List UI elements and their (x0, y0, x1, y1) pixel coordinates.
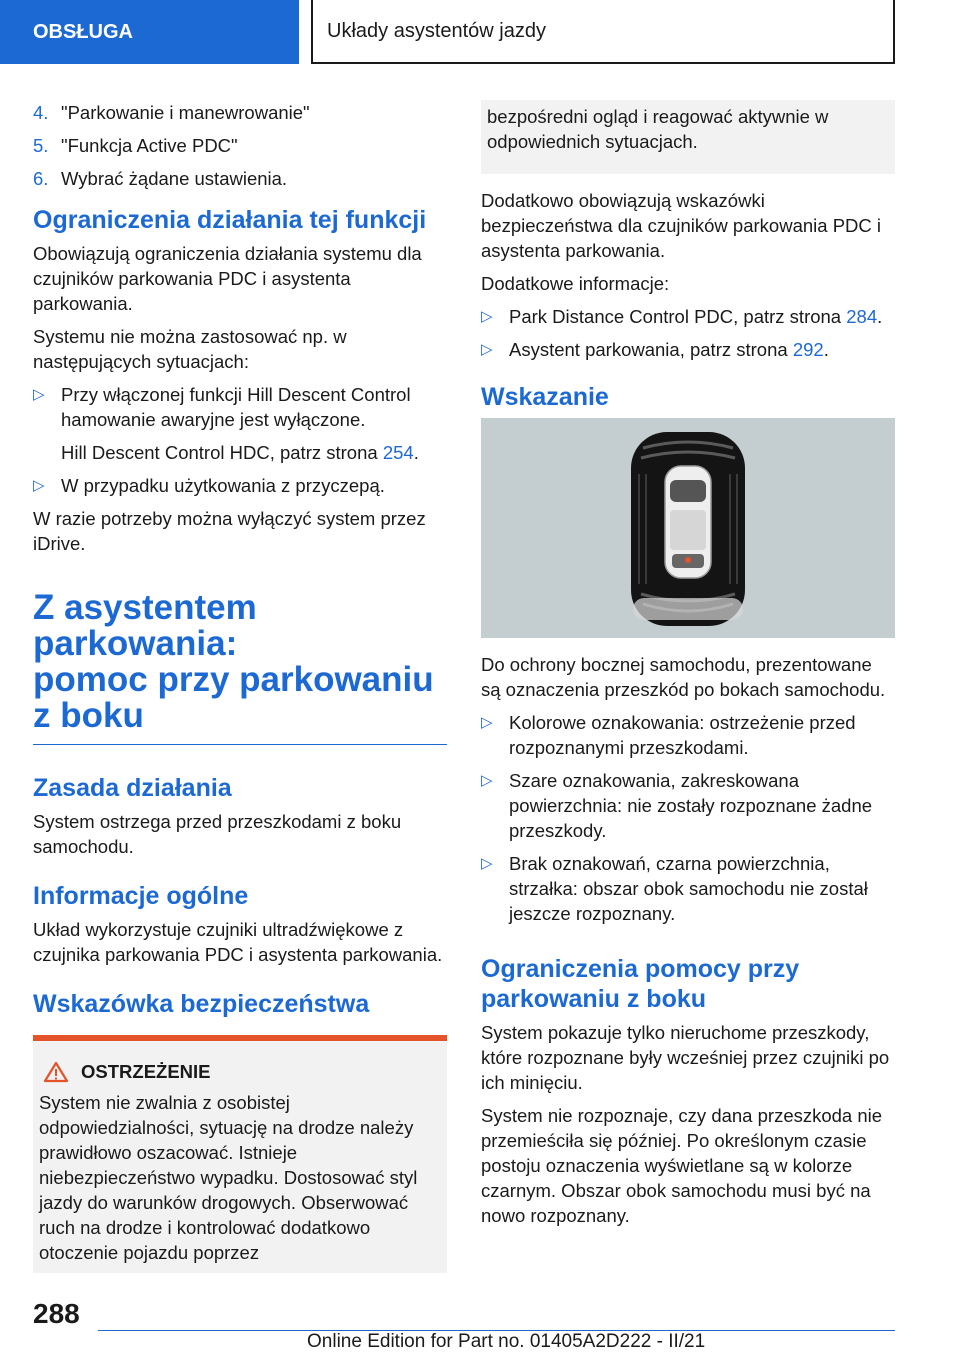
chapter-label: OBSŁUGA (33, 20, 133, 43)
warning-triangle-icon (43, 1061, 69, 1083)
item-text: W przypadku użytkowania z przyczepą. (61, 475, 385, 496)
display-heading: Wskazanie (481, 383, 609, 411)
paragraph: System pokazuje tylko nieruchome przeszkody, które rozpoznane były wcześniej przez czujniki po ich minięciu. (481, 1022, 890, 1093)
warning-label: OSTRZEŻENIE (81, 1061, 211, 1082)
bullet-list (33, 382, 447, 498)
paragraph: System ostrzega przed przeszkodami z boku samochodu. (33, 811, 402, 857)
page-link[interactable]: 284 (846, 306, 878, 327)
paragraph: Do ochrony bocznej samochodu, prezentowane są oznaczenia przeszkód po bokach samochodu. (481, 654, 886, 700)
list-item (33, 382, 447, 465)
step-text: "Parkowanie i manewrowanie" (61, 102, 310, 123)
general-heading: Informacje ogólne (33, 882, 249, 910)
paragraph: Systemu nie można zastosować np. w następujących sytuacjach: (33, 326, 347, 372)
paragraph: W razie potrzeby można wyłączyć system przez iDrive. (33, 508, 426, 554)
list-item: ▷ Asystent parkowania, patrz strona 292. (481, 339, 829, 360)
step-number: 6. (33, 168, 49, 189)
triangle-right-icon: ▷ (481, 855, 493, 872)
section-title-box (311, 0, 895, 64)
list-item (33, 100, 447, 125)
reference-list (481, 304, 895, 362)
list-item (33, 473, 447, 498)
parking-assist-illustration (481, 418, 895, 638)
step-number: 4. (33, 102, 49, 123)
warning-continuation (481, 100, 895, 174)
list-item (481, 851, 895, 926)
warning-text: bezpośredni ogląd i reagować aktywnie w odpowiednich sytuacjach. (487, 106, 829, 152)
marking-list (481, 710, 895, 926)
left-column (33, 100, 447, 1273)
paragraph: System nie rozpoznaje, czy dana przeszkoda nie przemieściła się później. Po określonym czasie postoju oznaczenia wyświetlane są w kolorze czarnym. Obszar obok samochodu musi być na nowo rozpoznany. (481, 1105, 883, 1226)
main-heading (33, 590, 447, 745)
main-heading-line: pomoc przy parkowaniu (33, 660, 434, 699)
item-text: Szare oznakowania, zakreskowana powierzchnia: nie zostały rozpoznane żadne przeszkody. (509, 770, 873, 841)
triangle-right-icon: ▷ (481, 772, 493, 789)
edition-note: Online Edition for Part no. 01405A2D222 - II/21 (307, 1331, 706, 1352)
main-heading-line: Z asystentem parkowania: (33, 588, 257, 663)
limits-heading: Ograniczenia działania tej funkcji (33, 206, 427, 234)
item-text: Brak oznakowań, czarna powierzchnia, strzałka: obszar obok samochodu nie został jeszcze rozpoznany. (509, 853, 868, 924)
right-column (481, 100, 895, 1236)
page-link[interactable]: 254 (382, 442, 414, 463)
main-heading-line: z boku (33, 696, 144, 735)
warning-text: System nie zwalnia z osobistej odpowiedzialności, sytuację na drodze należy prawidłowo oszacować. Istnieje niebezpieczeństwo wypadku. Dostosować styl jazdy do warunków drogowych. Obserwować ruch na drodze i kontrolować dodatkowo otoczenie pojazdu poprzez (39, 1092, 418, 1263)
page-number: 288 (33, 1298, 80, 1329)
page-link[interactable]: 292 (792, 339, 824, 360)
list-item (481, 768, 895, 843)
triangle-right-icon: ▷ (33, 477, 45, 494)
cross-reference: Hill Descent Control HDC, patrz strona 254. (61, 442, 419, 463)
chapter-tab (0, 0, 299, 64)
item-text: Kolorowe oznakowania: ostrzeżenie przed rozpoznanymi przeszkodami. (509, 712, 856, 758)
list-item: ▷ Park Distance Control PDC, patrz strona 284. (481, 306, 883, 327)
paragraph: Układ wykorzystuje czujniki ultradźwiękowe z czujnika parkowania PDC i asystenta parkowania. (33, 919, 443, 965)
step-list (33, 100, 447, 191)
triangle-right-icon: ▷ (33, 386, 45, 403)
triangle-right-icon: ▷ (481, 308, 493, 325)
warning-box (33, 1035, 447, 1273)
principle-heading: Zasada działania (33, 774, 232, 802)
paragraph: Dodatkowe informacje: (481, 273, 670, 294)
step-number: 5. (33, 135, 49, 156)
list-item (33, 133, 447, 158)
ref-text: Asystent parkowania, patrz strona (509, 339, 793, 360)
limits2-heading: Ograniczenia pomocy przy parkowaniu z boku (481, 955, 800, 1013)
safety-heading: Wskazówka bezpieczeństwa (33, 990, 370, 1018)
ref-text: Park Distance Control PDC, patrz strona (509, 306, 847, 327)
step-text: "Funkcja Active PDC" (61, 135, 238, 156)
paragraph: Dodatkowo obowiązują wskazówki bezpieczeństwa dla czujników parkowania PDC i asystenta parkowania. (481, 190, 881, 261)
triangle-right-icon: ▷ (481, 714, 493, 731)
triangle-right-icon: ▷ (481, 341, 493, 358)
list-item (33, 166, 447, 191)
item-text: Przy włączonej funkcji Hill Descent Control hamowanie awaryjne jest wyłączone. (61, 384, 411, 430)
paragraph: Obowiązują ograniczenia działania systemu dla czujników parkowania PDC i asystenta parkowania. (33, 243, 422, 314)
car-top-view-image (481, 418, 895, 638)
list-item (481, 710, 895, 760)
step-text: Wybrać żądane ustawienia. (61, 168, 288, 189)
ref-text: Hill Descent Control HDC, patrz strona (61, 442, 383, 463)
section-title: Układy asystentów jazdy (327, 19, 546, 42)
warning-header (39, 1059, 441, 1084)
